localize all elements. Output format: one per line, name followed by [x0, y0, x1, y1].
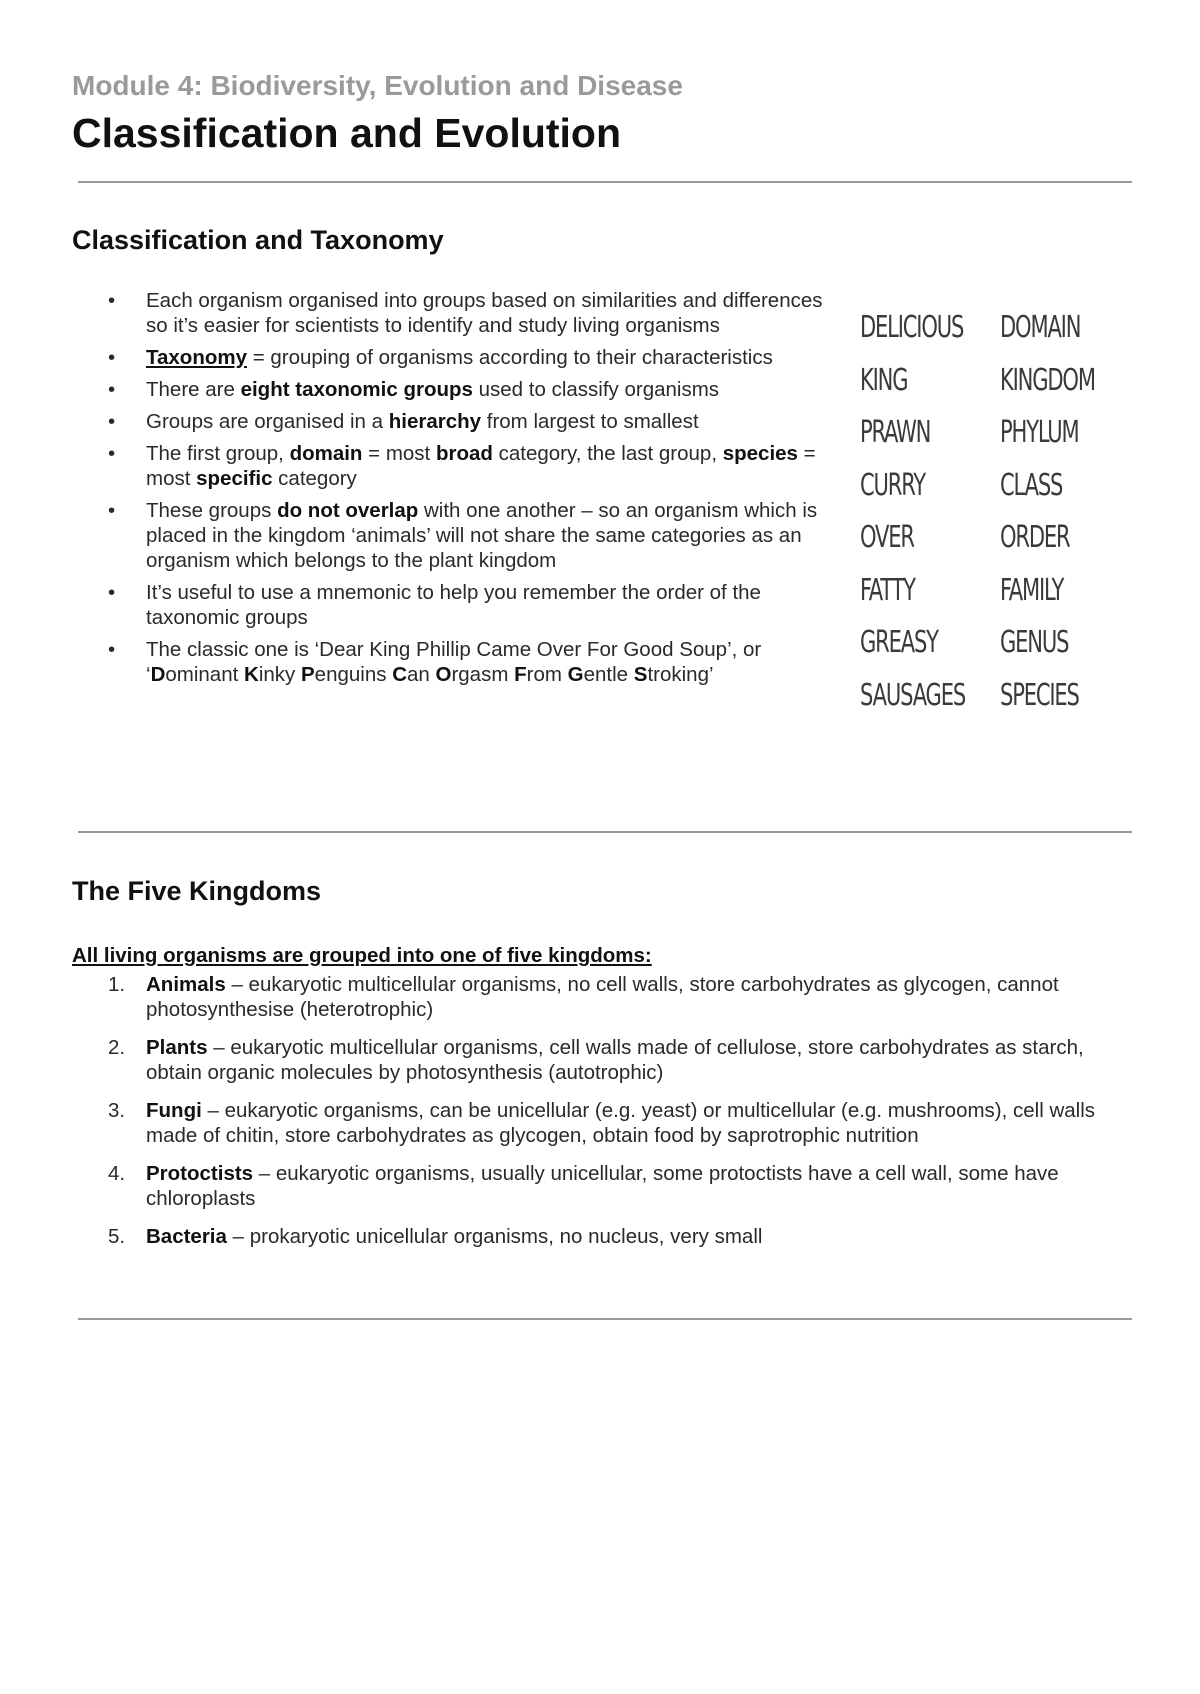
mnemonic-word: GREASY: [860, 625, 938, 660]
bold-term: eight taxonomic groups: [240, 378, 473, 401]
bullet-icon: •: [108, 410, 116, 433]
mnemonic-word-rest: entle: [583, 663, 634, 686]
bullet-text: Groups are organised in a: [146, 410, 389, 433]
page-title: Classification and Evolution: [72, 110, 622, 156]
mnemonic-word-rest: ominant: [165, 663, 245, 686]
bullet-text: The first group,: [146, 442, 290, 465]
bullet-text: category, the last group,: [492, 442, 723, 465]
list-item: [108, 498, 828, 573]
bold-term: hierarchy: [388, 410, 482, 433]
bullet-icon: •: [108, 378, 116, 401]
bullet-text: The classic one is ‘Dear King Phillip Came Over For Good Soup’, or ‘: [146, 638, 762, 686]
kingdom-description: – eukaryotic organisms, can be unicellular (e.g. yeast) or multicellular (e.g. mushrooms), cell walls made of chitin, store carbohydrates as glycogen, obtain food by saprotrophic nutrition: [146, 1099, 1096, 1147]
mnemonic-initial: F: [514, 663, 527, 686]
list-number: 5.: [108, 1225, 126, 1248]
mnemonic-word-rest: inky: [258, 663, 301, 686]
bullet-icon: •: [108, 289, 116, 312]
divider-top: [78, 181, 1132, 183]
kingdom-name: Plants: [146, 1036, 208, 1059]
module-title: Module 4: Biodiversity, Evolution and Disease: [72, 70, 683, 101]
mnemonic-word: KING: [860, 362, 908, 398]
mnemonic-word-rest: an: [407, 663, 436, 686]
bullet-icon: •: [108, 581, 116, 604]
list-number: 3.: [108, 1099, 126, 1122]
mnemonic-initial: P: [300, 663, 315, 686]
list-item: [108, 409, 828, 434]
mnemonic-word-rest: rgasm: [451, 663, 515, 686]
kingdom-description: – prokaryotic unicellular organisms, no nucleus, very small: [226, 1225, 763, 1248]
mnemonic-word: OVER: [860, 520, 914, 555]
mnemonic-word-rest: enguins: [314, 663, 393, 686]
mnemonic-row: [860, 625, 1140, 678]
taxonomic-group: DOMAIN: [1000, 310, 1081, 345]
taxonomic-group: ORDER: [1000, 520, 1070, 555]
mnemonic-initial: C: [392, 663, 407, 686]
bullet-text: used to classify organisms: [472, 378, 720, 401]
list-item: [108, 1224, 1138, 1249]
taxonomic-group: CLASS: [1000, 467, 1063, 503]
mnemonic-row: [860, 310, 1140, 363]
bullet-icon: •: [108, 499, 116, 522]
mnemonic-word: FATTY: [860, 572, 915, 608]
list-item: [108, 377, 828, 402]
mnemonic-row: [860, 363, 1140, 416]
list-item: [108, 1161, 1138, 1211]
kingdom-name: Protoctists: [146, 1162, 254, 1185]
mnemonic-word: SAUSAGES: [860, 677, 966, 713]
bullet-text: These groups: [146, 499, 278, 522]
mnemonic-row: [860, 678, 1140, 731]
mnemonic-initial: K: [244, 663, 259, 686]
list-number: 4.: [108, 1162, 126, 1185]
mnemonic-row: [860, 415, 1140, 468]
term-taxonomy: Taxonomy: [146, 346, 247, 369]
taxonomic-group: KINGDOM: [1000, 362, 1095, 398]
taxonomic-group: SPECIES: [1000, 677, 1079, 713]
mnemonic-row: [860, 468, 1140, 521]
mnemonic-graphic: [860, 310, 1140, 730]
list-number: 2.: [108, 1036, 126, 1059]
bullet-text: There are: [146, 378, 241, 401]
kingdoms-subheading: All living organisms are grouped into one of five kingdoms:: [72, 944, 652, 967]
mnemonic-word-rest: troking: [647, 663, 709, 686]
list-item: [108, 1035, 1138, 1085]
mnemonic-word: PRAWN: [860, 415, 931, 450]
kingdom-name: Fungi: [146, 1099, 202, 1122]
bullet-icon: •: [108, 346, 116, 369]
list-number: 1.: [108, 973, 126, 996]
list-item: [108, 345, 828, 370]
mnemonic-row: [860, 520, 1140, 573]
bullet-text: ’: [708, 663, 714, 686]
kingdom-description: – eukaryotic multicellular organisms, no cell walls, store carbohydrates as glycogen, cannot photosynthesise (heterotrophic): [146, 973, 1059, 1021]
bullet-text: Each organism organised into groups based on similarities and differences so it’s easier for scientists to identify and study living organisms: [146, 289, 823, 337]
mnemonic-initial: S: [633, 663, 648, 686]
mnemonic-word-rest: rom: [526, 663, 568, 686]
mnemonic-initial: D: [150, 663, 166, 686]
bullet-text: = most: [146, 442, 816, 490]
section-title-kingdoms: The Five Kingdoms: [72, 876, 322, 906]
bullet-text: = most: [362, 442, 436, 465]
bullet-text: = grouping of organisms according to their characteristics: [247, 346, 773, 369]
bold-term: do not overlap: [277, 499, 419, 522]
divider-middle: [78, 831, 1132, 833]
bullet-icon: •: [108, 442, 116, 465]
list-item: [108, 972, 1138, 1022]
bullet-text: with one another – so an organism which is placed in the kingdom ‘animals’ will not share the same categories as an organism which belongs to the plant kingdom: [146, 499, 818, 572]
kingdom-name: Bacteria: [146, 1225, 227, 1248]
section-title-classification: Classification and Taxonomy: [72, 225, 444, 255]
bold-term: domain: [289, 442, 363, 465]
kingdoms-list: [108, 972, 1138, 1262]
bold-term: species: [722, 442, 798, 465]
list-item: [108, 288, 828, 338]
mnemonic-word: DELICIOUS: [860, 310, 964, 345]
list-item: [108, 580, 828, 630]
mnemonic-row: [860, 573, 1140, 626]
bullet-text: from largest to smallest: [481, 410, 699, 433]
list-item: [108, 1098, 1138, 1148]
kingdom-name: Animals: [146, 973, 226, 996]
bullet-icon: •: [108, 638, 116, 661]
kingdom-description: – eukaryotic multicellular organisms, cell walls made of cellulose, store carbohydrates as starch, obtain organic molecules by photosynthesis (autotrophic): [146, 1036, 1084, 1084]
taxonomic-group: PHYLUM: [1000, 415, 1079, 450]
taxonomic-group: GENUS: [1000, 625, 1069, 660]
bold-term: broad: [435, 442, 493, 465]
taxonomic-group: FAMILY: [1000, 572, 1064, 608]
bullet-text: category: [272, 467, 357, 490]
list-item: [108, 637, 828, 687]
divider-bottom: [78, 1318, 1132, 1320]
classification-bullet-list: [108, 288, 828, 694]
bold-term: specific: [196, 467, 273, 490]
mnemonic-initial: O: [435, 663, 452, 686]
kingdom-description: – eukaryotic organisms, usually unicellular, some protoctists have a cell wall, some have chloroplasts: [146, 1162, 1059, 1210]
mnemonic-word: CURRY: [860, 467, 925, 503]
mnemonic-initial: G: [567, 663, 584, 686]
list-item: [108, 441, 828, 491]
bullet-text: It’s useful to use a mnemonic to help you remember the order of the taxonomic groups: [146, 581, 761, 629]
